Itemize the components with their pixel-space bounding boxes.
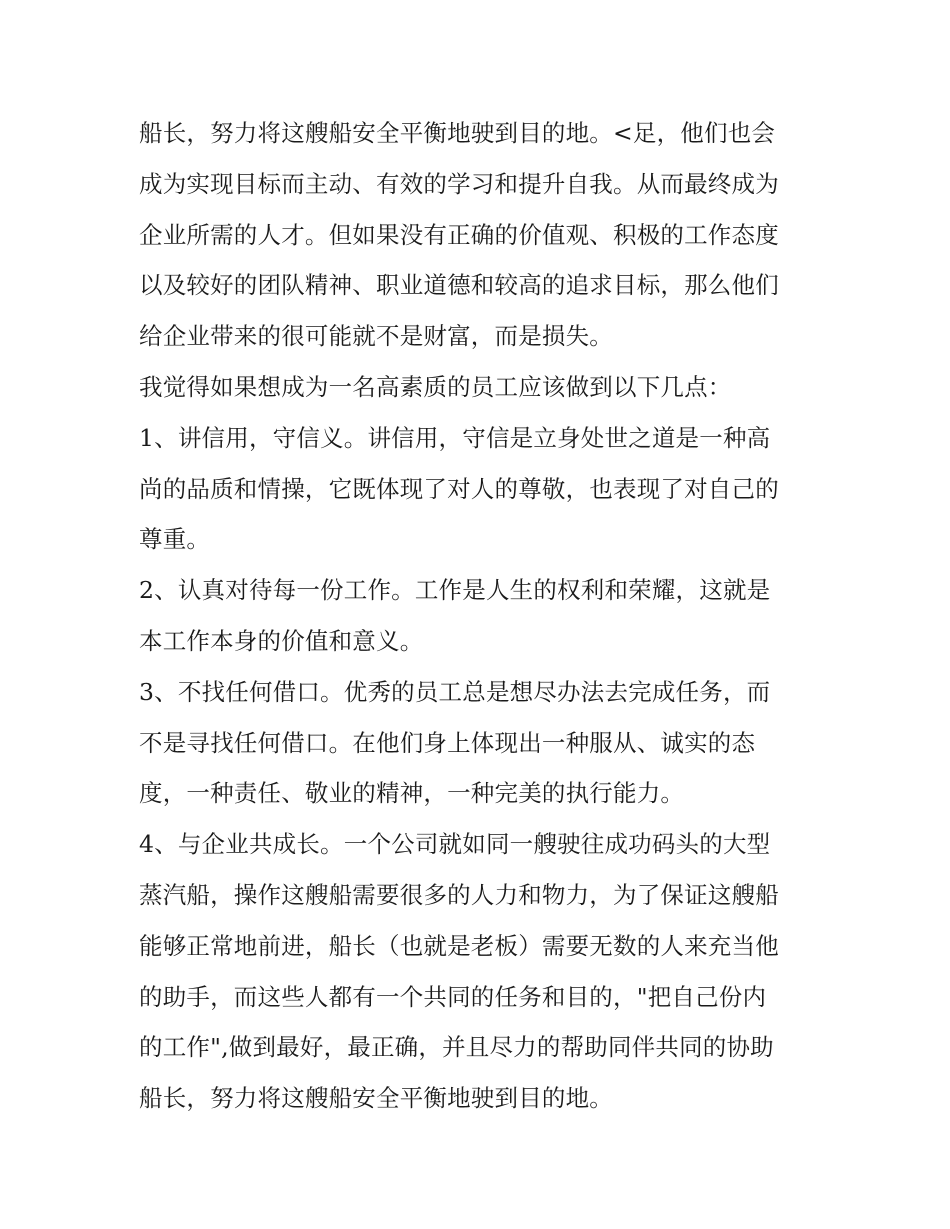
text-line: 1、讲信用，守信义。讲信用，守信是立身处世之道是一种高 [139, 423, 771, 452]
text-line: 船长，努力将这艘船安全平衡地驶到目的地。 [139, 1084, 613, 1113]
text-line: 我觉得如果想成为一名高素质的员工应该做到以下几点： [139, 372, 732, 401]
text-line: 2、认真对待每一份工作。工作是人生的权利和荣耀，这就是 [139, 576, 771, 605]
text-line: 不是寻找任何借口。在他们身上体现出一种服从、诚实的态 [139, 728, 756, 757]
text-line: 本工作本身的价值和意义。 [139, 626, 424, 655]
text-line: 尊重。 [139, 525, 211, 554]
document-body [139, 108, 819, 1124]
text-line: 的助手，而这些人都有一个共同的任务和目的，"把自己份内 [139, 982, 767, 1011]
text-line: 企业所需的人才。但如果没有正确的价值观、积极的工作态度 [139, 220, 779, 249]
text-line: 尚的品质和情操，它既体现了对人的尊敬，也表现了对自己的 [139, 474, 779, 503]
text-line: 蒸汽船，操作这艘船需要很多的人力和物力，为了保证这艘船 [139, 880, 779, 909]
text-line: 给企业带来的很可能就不是财富，而是损失。 [139, 322, 613, 351]
text-line: 以及较好的团队精神、职业道德和较高的追求目标，那么他们 [139, 271, 779, 300]
text-line: 船长，努力将这艘船安全平衡地驶到目的地。<足，他们也会 [139, 119, 776, 147]
text-line: 3、不找任何借口。优秀的员工总是想尽办法去完成任务，而 [139, 677, 771, 706]
text-line: 能够正常地前进，船长（也就是老板）需要无数的人来充当他 [139, 931, 779, 960]
text-line: 成为实现目标而主动、有效的学习和提升自我。从而最终成为 [139, 169, 779, 198]
text-line: 4、与企业共成长。一个公司就如同一艘驶往成功码头的大型 [139, 830, 771, 859]
text-line: 的工作",做到最好，最正确，并且尽力的帮助同伴共同的协助 [139, 1033, 774, 1062]
text-line: 度，一种责任、敬业的精神，一种完美的执行能力。 [139, 779, 685, 808]
